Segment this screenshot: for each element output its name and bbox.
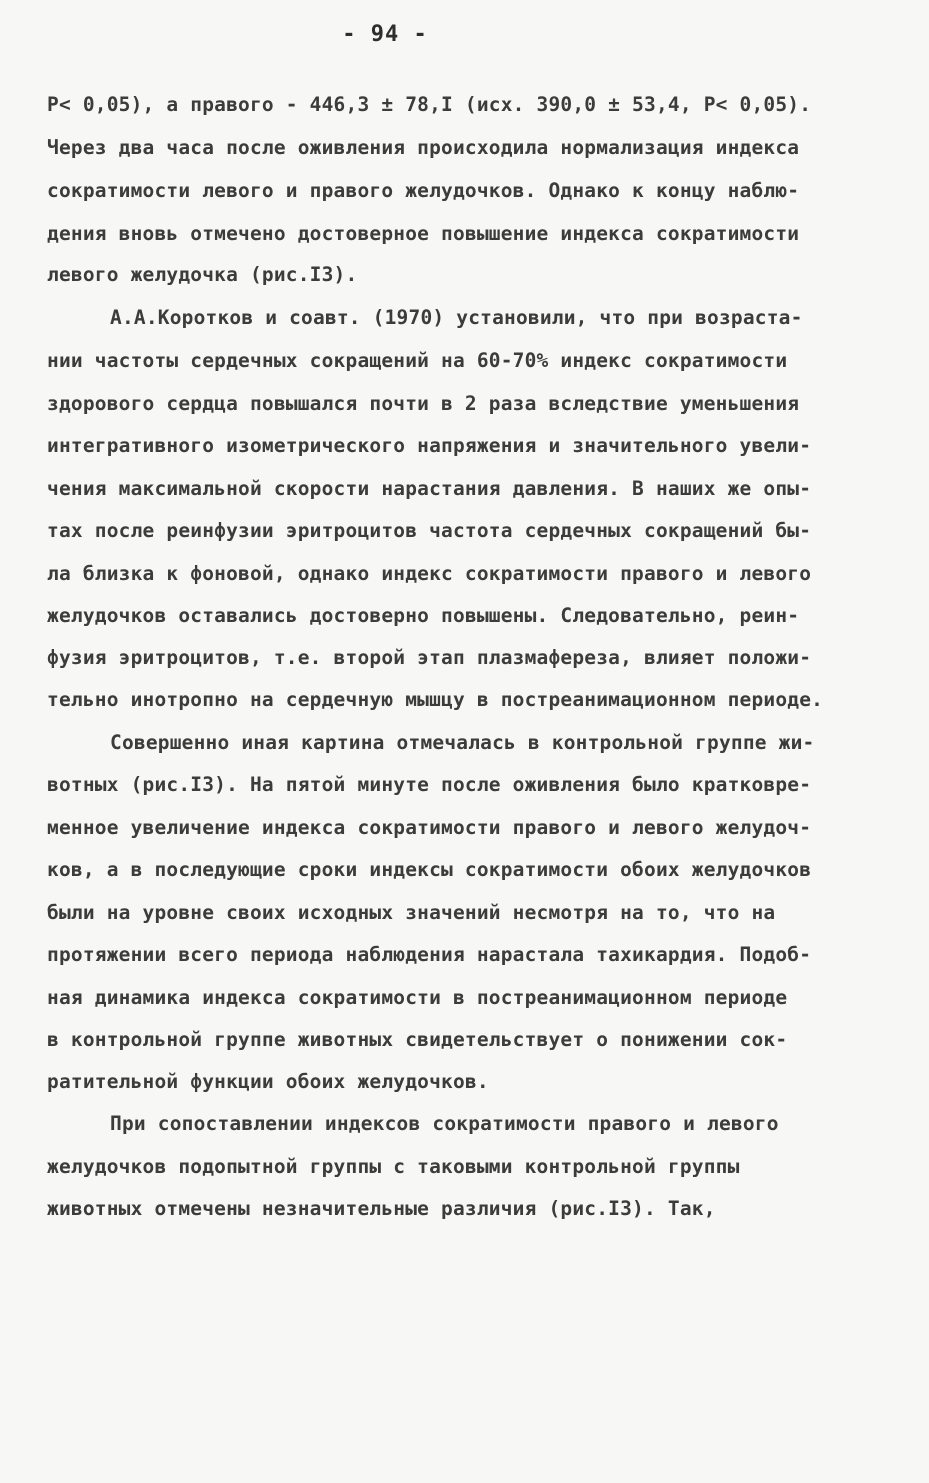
text-line-21: протяжении всего периода наблюдения нарастала тахикардия. Подоб- (47, 943, 812, 966)
text-line-20: были на уровне своих исходных значений несмотря на то, что на (47, 901, 776, 924)
text-line-12: ла близка к фоновой, однако индекс сократимости правого и левого (47, 562, 812, 585)
text-line-14: фузия эритроцитов, т.е. второй этап плазмафереза, влияет положи- (47, 646, 812, 669)
text-line-9: интегративного изометрического напряжения и значительного увели- (47, 434, 812, 457)
text-line-27: животных отмечены незначительные различия (рис.I3). Так, (47, 1197, 716, 1220)
text-line-22: ная динамика индекса сократимости в постреанимационном периоде (47, 986, 788, 1009)
text-line-7: нии частоты сердечных сокращений на 60-70% индекс сократимости (47, 349, 788, 372)
text-line-3: сократимости левого и правого желудочков. Однако к концу наблю- (47, 179, 800, 202)
text-line-15: тельно инотропно на сердечную мышцу в постреанимационном периоде. (47, 688, 824, 711)
text-line-23: в контрольной группе животных свидетельствует о понижении сок- (47, 1028, 788, 1051)
text-line-18: менное увеличение индекса сократимости правого и левого желудоч- (47, 816, 812, 839)
text-line-5: левого желудочка (рис.I3). (47, 263, 358, 286)
text-line-16: Совершенно иная картина отмечалась в контрольной группе жи- (110, 731, 815, 754)
text-line-1: Р< 0,05), а правого - 446,3 ± 78,I (исх. 390,0 ± 53,4, Р< 0,05). (47, 93, 812, 116)
text-line-6: А.А.Коротков и соавт. (1970) установили, что при возраста- (110, 306, 803, 329)
text-line-17: вотных (рис.I3). На пятой минуте после оживления было кратковре- (47, 773, 812, 796)
text-line-11: тах после реинфузии эритроцитов частота сердечных сокращений бы- (47, 519, 812, 542)
text-line-8: здорового сердца повышался почти в 2 раза вследствие уменьшения (47, 392, 800, 415)
text-line-24: ратительной функции обоих желудочков. (47, 1070, 489, 1093)
text-line-4: дения вновь отмечено достоверное повышение индекса сократимости (47, 222, 800, 245)
text-line-26: желудочков подопытной группы с таковыми контрольной группы (47, 1155, 740, 1178)
text-line-10: чения максимальной скорости нарастания давления. В наших же опы- (47, 477, 812, 500)
text-line-19: ков, а в последующие сроки индексы сократимости обоих желудочков (47, 858, 812, 881)
text-line-25: При сопоставлении индексов сократимости правого и левого (110, 1112, 779, 1135)
text-line-2: Через два часа после оживления происходила нормализация индекса (47, 136, 800, 159)
page-number: - 94 - (342, 22, 428, 47)
text-line-13: желудочков оставались достоверно повышены. Следовательно, реин- (47, 604, 800, 627)
